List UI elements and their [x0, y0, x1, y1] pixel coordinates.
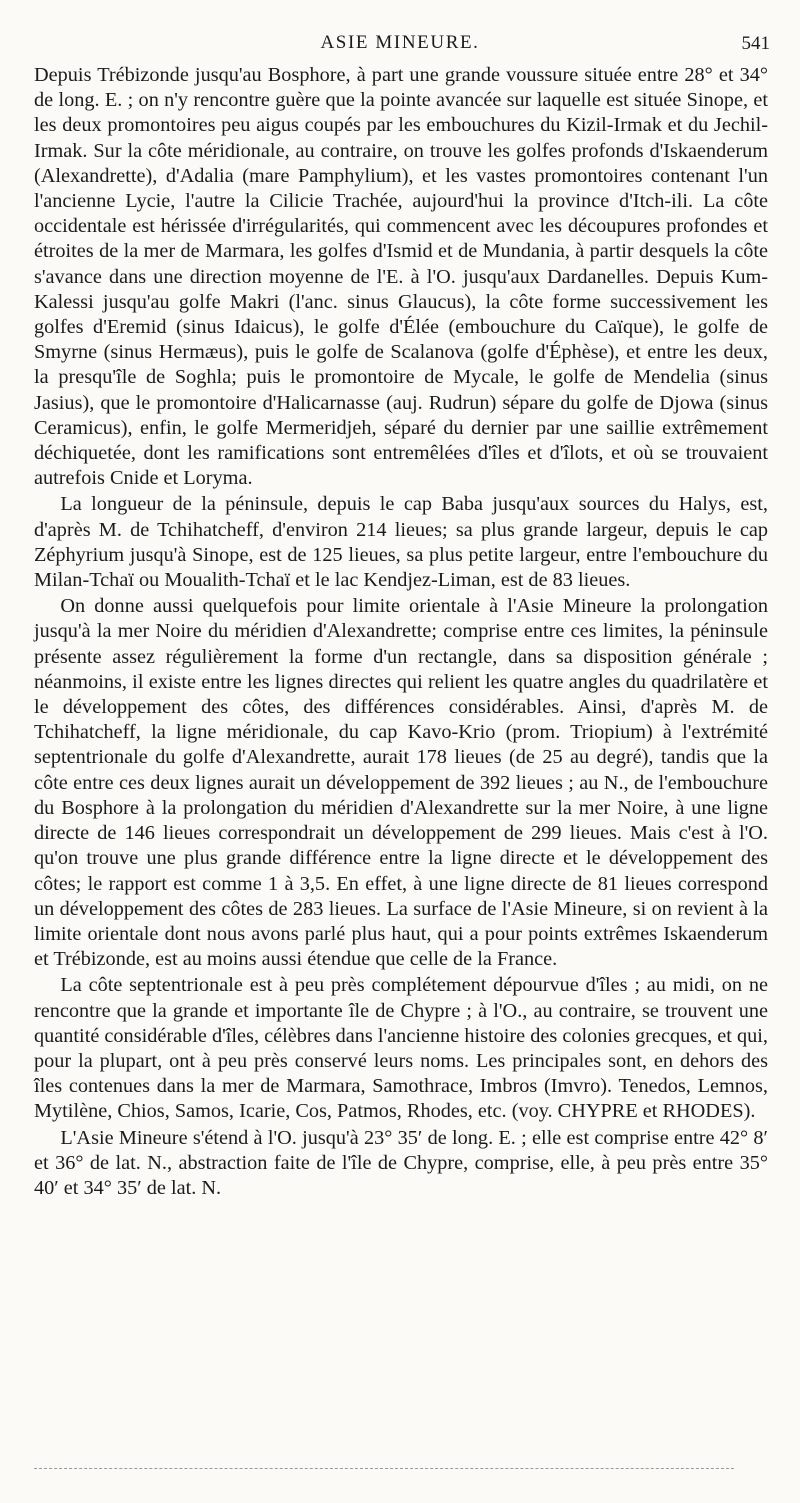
paragraph-dimensions: La longueur de la péninsule, depuis le cap Baba jusqu'aux sources du Halys, est, d'après M. de Tchihatcheff, d'environ 214 lieues; sa plus grande largeur, depuis le cap Zéphyrium jusqu'à Sinope, est de 125 lieues, sa plus petite largeur, entre l'embouchure du Milan-Tchaï ou Moualith-Tchaï et le lac Kendjez-Liman, est de 83 lieues.: [34, 493, 768, 592]
article-body: [34, 63, 768, 1201]
paragraph-eastern-limit: On donne aussi quelquefois pour limite orientale à l'Asie Mineure la prolongation jusqu'à la mer Noire du méridien d'Alexandrette; comprise entre ces limites, la péninsule présente assez régulièrement la forme d'un rectangle, dans sa disposition générale ; néanmoins, il existe entre les lignes directes qui relient les quatre angles du quadrilatère et le développement des côtes, des différences considérables. Ainsi, d'après M. de Tchihatcheff, la ligne méridionale, du cap Kavo-Krio (prom. Triopium) à l'extrémité septentrionale du golfe d'Alexandrette, aurait 178 lieues (de 25 au degré), tandis que la côte entre ces deux lignes aurait un développement de 392 lieues ; au N., de l'embouchure du Bosphore à la prolongation du méridien d'Alexandrette sur la mer Noire, à une ligne directe de 146 lieues correspondrait un développement de 299 lieues. Mais c'est à l'O. qu'on trouve une plus grande différence entre la ligne directe et le développement des côtes; le rapport est comme 1 à 3,5. En effet, à une ligne directe de 81 lieues correspond un développement des côtes de 283 lieues. La surface de l'Asie Mineure, si on revient à la limite orientale dont nous avons parlé plus haut, qui a pour points extrêmes Iskaenderum et Trébizonde, est au moins aussi étendue que celle de la France.: [34, 595, 768, 971]
paragraph-islands: La côte septentrionale est à peu près complétement dépourvue d'îles ; au midi, on ne rencontre que la grande et importante île de Chypre ; à l'O., au contraire, se trouvent une quantité considérable d'îles, célèbres dans l'ancienne histoire des colonies grecques, et qui, pour la plupart, ont à peu près conservé leurs noms. Les principales sont, en dehors des îles contenues dans la mer de Marmara, Samothrace, Imbros (Imvro). Tenedos, Lemnos, Mytilène, Chios, Samos, Icarie, Cos, Patmos, Rhodes, etc. (voy. CHYPRE et RHODES).: [34, 974, 768, 1123]
page-header: [0, 30, 800, 56]
running-head: ASIE MINEURE.: [320, 32, 480, 53]
page-number: 541: [741, 33, 770, 54]
paragraph-coastline: Depuis Trébizonde jusqu'au Bosphore, à part une grande voussure située entre 28° et 34° de long. E. ; on n'y rencontre guère que la pointe avancée sur laquelle est située Sinope, et les deux promontoires peu aigus coupés par les embouchures du Kizil-Irmak et du Jechil-Irmak. Sur la côte méridionale, au contraire, on trouve les golfes profonds d'Iskaenderum (Alexandrette), d'Adalia (mare Pamphylium), et les vastes promontoires contenant l'un l'ancienne Lycie, l'autre la Cilicie Trachée, aujourd'hui la province d'Itch-ili. La côte occidentale est hérissée d'irrégularités, qui commencent avec les découpures profondes et étroites de la mer de Marmara, les golfes d'Ismid et de Mundania, à partir desquels la côte s'avance dans une direction moyenne de l'E. à l'O. jusqu'aux Dardanelles. Depuis Kum-Kalessi jusqu'au golfe Makri (l'anc. sinus Glaucus), la côte forme successivement les golfes d'Eremid (sinus Idaicus), le golfe d'Élée (embouchure du Caïque), le golfe de Smyrne (sinus Hermæus), puis le golfe de Scalanova (golfe d'Éphèse), et entre les deux, la presqu'île de Soghla; puis le promontoire de Mycale, le golfe de Mendelia (sinus Jasius), que le promontoire d'Halicarnasse (auj. Rudrun) sépare du golfe de Djowa (sinus Ceramicus), enfin, le golfe Mermeridjeh, séparé du dernier par une saillie extrêmement déchiquetée, dont les ramifications sont entremêlées d'îles et d'îlots, et où se trouvaient autrefois Cnide et Loryma.: [34, 64, 768, 490]
footer-rule: [34, 1468, 734, 1469]
paragraph-coordinates: L'Asie Mineure s'étend à l'O. jusqu'à 23° 35′ de long. E. ; elle est comprise entre 42° 8′ et 36° de lat. N., abstraction faite de l'île de Chypre, comprise, elle, à peu près entre 35° 40′ et 34° 35′ de lat. N.: [34, 1126, 768, 1199]
